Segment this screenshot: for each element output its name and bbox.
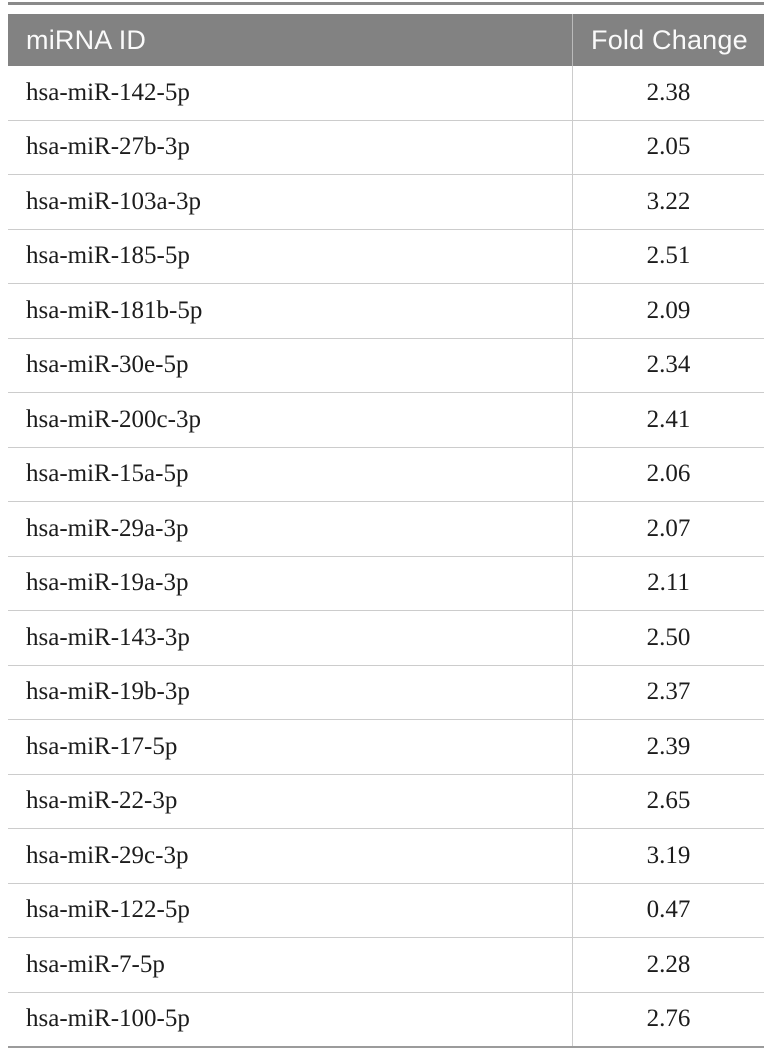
table-row (8, 501, 764, 556)
mirna-id-cell: hsa-miR-181b-5p (26, 296, 203, 324)
mirna-id-cell: hsa-miR-22-3p (26, 787, 178, 815)
table-row (8, 610, 764, 665)
mirna-id-cell: hsa-miR-122-5p (26, 896, 190, 924)
mirna-id-cell: hsa-miR-15a-5p (26, 460, 189, 488)
mirna-id-cell: hsa-miR-185-5p (26, 242, 190, 270)
mirna-id-cell: hsa-miR-100-5p (26, 1005, 190, 1033)
mirna-id-cell: hsa-miR-19a-3p (26, 569, 189, 597)
fold-change-cell: 0.47 (572, 884, 764, 938)
fold-change-cell: 2.39 (572, 720, 764, 774)
mirna-id-cell: hsa-miR-17-5p (26, 732, 178, 760)
table-row (8, 66, 764, 120)
table-row (8, 883, 764, 938)
fold-change-cell: 2.41 (572, 393, 764, 447)
table-bottom-rule (8, 1046, 764, 1048)
table-row (8, 229, 764, 284)
mirna-id-cell: hsa-miR-29c-3p (26, 841, 189, 869)
table-row (8, 283, 764, 338)
table-row (8, 447, 764, 502)
fold-change-cell: 2.28 (572, 938, 764, 992)
table-row (8, 665, 764, 720)
header-cell-fold-change: Fold Change (572, 14, 764, 66)
fold-change-cell: 2.06 (572, 448, 764, 502)
table-row (8, 174, 764, 229)
fold-change-cell: 3.19 (572, 829, 764, 883)
fold-change-cell: 2.37 (572, 666, 764, 720)
mirna-fold-change-table-figure (8, 2, 764, 1048)
mirna-fold-change-table (8, 14, 764, 1046)
mirna-id-cell: hsa-miR-143-3p (26, 623, 190, 651)
table-row (8, 338, 764, 393)
table-top-rule (8, 2, 764, 5)
fold-change-cell: 2.11 (572, 557, 764, 611)
fold-change-cell: 2.51 (572, 230, 764, 284)
fold-change-cell: 2.09 (572, 284, 764, 338)
fold-change-cell: 2.07 (572, 502, 764, 556)
fold-change-cell: 2.05 (572, 121, 764, 175)
table-body (8, 66, 764, 1046)
fold-change-cell: 2.76 (572, 993, 764, 1047)
mirna-id-cell: hsa-miR-200c-3p (26, 405, 201, 433)
table-row (8, 556, 764, 611)
table-row (8, 937, 764, 992)
table-row (8, 774, 764, 829)
mirna-id-cell: hsa-miR-7-5p (26, 950, 165, 978)
mirna-id-cell: hsa-miR-142-5p (26, 78, 190, 106)
fold-change-cell: 3.22 (572, 175, 764, 229)
mirna-id-cell: hsa-miR-19b-3p (26, 678, 190, 706)
table-row (8, 120, 764, 175)
mirna-id-cell: hsa-miR-30e-5p (26, 351, 189, 379)
fold-change-cell: 2.34 (572, 339, 764, 393)
mirna-id-cell: hsa-miR-103a-3p (26, 187, 201, 215)
table-row (8, 992, 764, 1047)
table-row (8, 392, 764, 447)
header-cell-mirna-id: miRNA ID (26, 24, 147, 55)
table-header-row (8, 14, 764, 66)
mirna-id-cell: hsa-miR-27b-3p (26, 133, 190, 161)
mirna-id-cell: hsa-miR-29a-3p (26, 514, 189, 542)
table-row (8, 719, 764, 774)
table-row (8, 828, 764, 883)
fold-change-cell: 2.38 (572, 66, 764, 120)
fold-change-cell: 2.65 (572, 775, 764, 829)
fold-change-cell: 2.50 (572, 611, 764, 665)
